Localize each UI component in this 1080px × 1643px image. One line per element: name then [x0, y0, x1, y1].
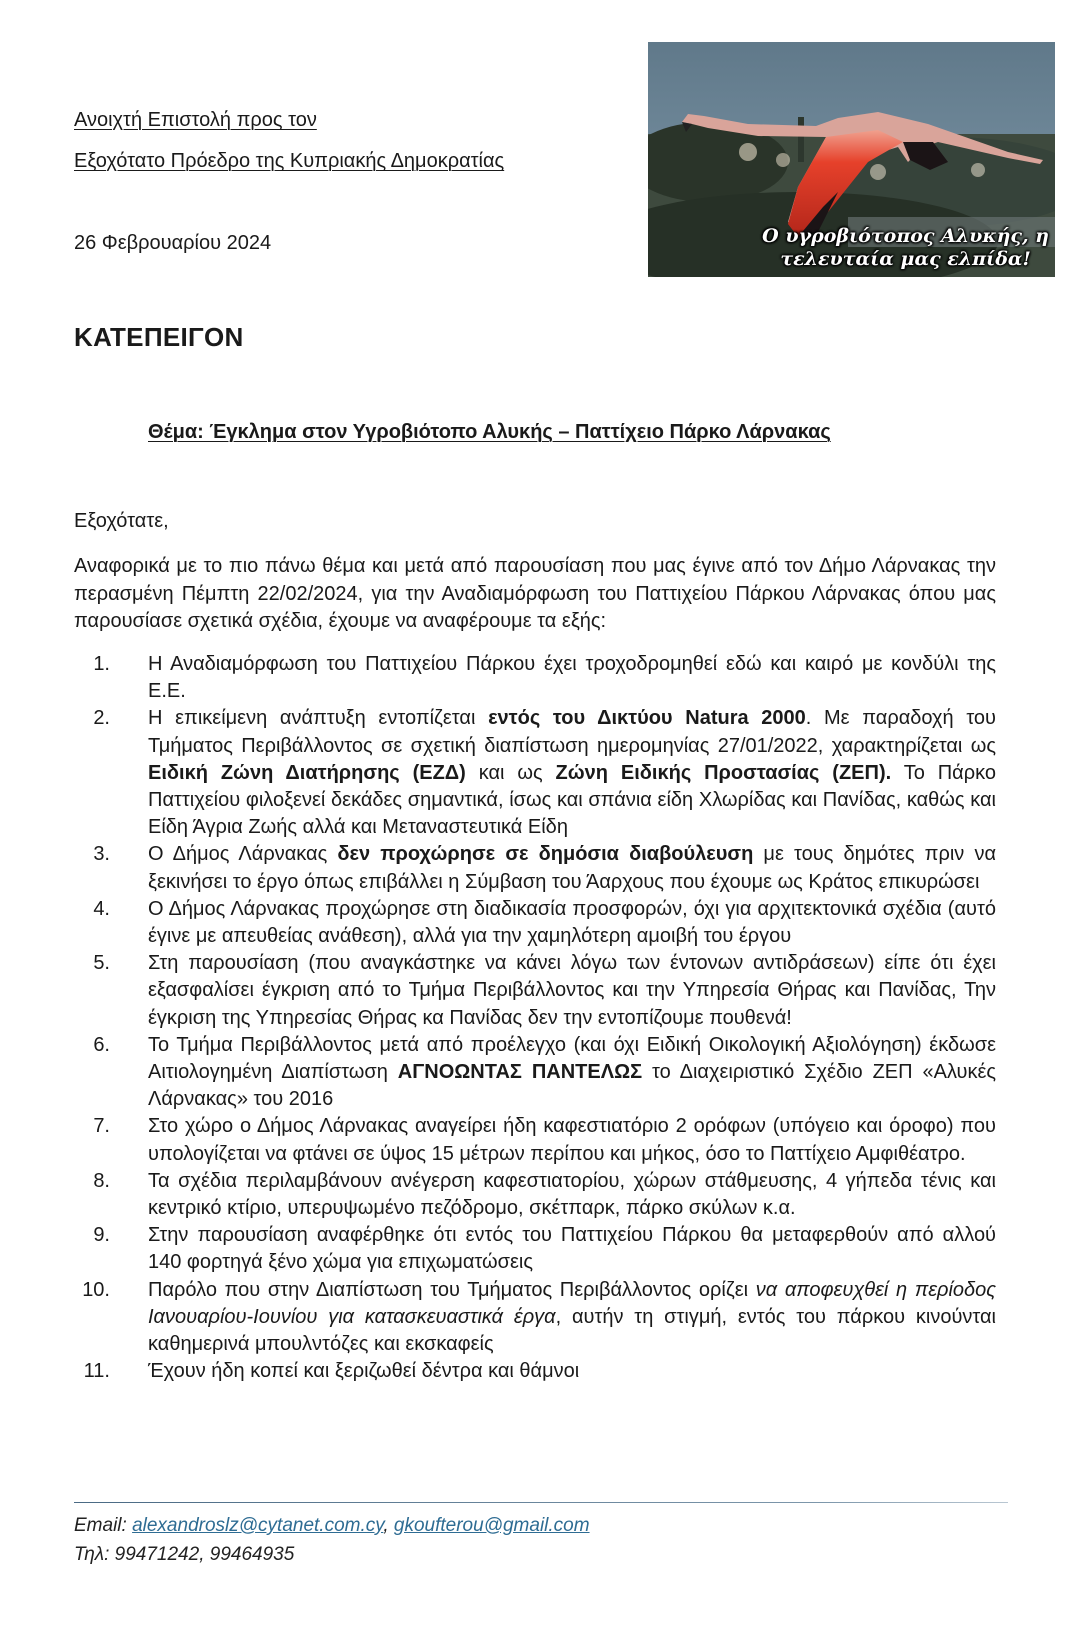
- text-segment: Το Τμήμα Περιβάλλοντος μετά από προέλεγχο (και όχι Ειδική Οικολογική Αξιολόγηση) έκδωσε Αιτιολογημένη Διαπίστωση: [148, 1033, 996, 1084]
- email-separator: ,: [383, 1515, 394, 1536]
- text-segment: το Διαχειριστικό Σχέδιο ΖΕΠ «Αλυκές Λάρνακας» του 2016: [148, 1061, 996, 1111]
- list-item: [74, 1358, 996, 1385]
- email-line: [74, 1511, 590, 1540]
- photo-caption-line-1: Ο υγροβιότοπος Αλυκής, η: [762, 225, 1049, 247]
- text-segment: Η επικείμενη ανάπτυξη εντοπίζεται: [148, 707, 489, 730]
- list-item-number: 4.: [93, 897, 110, 920]
- text-segment: Στην παρουσίαση αναφέρθηκε ότι εντός του Παττιχείου Πάρκου θα μεταφερθούν από αλλού 140 φορτηγά ξένο χώμα για επιχωματώσεις: [148, 1224, 996, 1274]
- list-item-text: [148, 1113, 996, 1167]
- points-list: [74, 651, 996, 1385]
- list-item-text: [148, 950, 996, 1032]
- list-item: [74, 841, 996, 895]
- list-item: [74, 1032, 996, 1114]
- list-item-number: 11.: [83, 1360, 110, 1383]
- list-item: [74, 1277, 996, 1359]
- phone-line: [74, 1540, 590, 1569]
- phone-numbers: 99471242, 99464935: [114, 1544, 295, 1565]
- list-item: [74, 950, 996, 1032]
- list-item-text: [148, 651, 996, 705]
- list-item-number: 3.: [93, 843, 110, 866]
- addressee-block: [74, 100, 504, 182]
- text-segment: Στο χώρο ο Δήμος Λάρνακας αναγείρει ήδη καφεστιατόριο 2 ορόφων (υπόγειο και όροφο) που υπολογίζεται να φτάνει σε ύψος 15 μέτρων περίπου και μήκος, όσο το Παττίχειο Αμφιθέατρο.: [148, 1115, 996, 1165]
- text-segment: . Με παραδοχή του Τμήματος Περιβάλλοντος σε σχετική διαπίστωση ημερομηνίας 27/01/2022, χαρακτηρίζεται ως: [148, 707, 996, 757]
- intro-paragraph: Αναφορικά με το πιο πάνω θέμα και μετά από παρουσίαση που μας έγινε από τον Δήμο Λάρνακας την περασμένη Πέμπτη 22/02/2024, για την Αναδιαμόρφωση του Παττιχείου Πάρκου Λάρνακας όπου μας παρουσίασε σχετικά σχέδια, έχουμε να αναφέρουμε τα εξής:: [74, 555, 996, 632]
- urgent-heading: ΚΑΤΕΠΕΙΓΟΝ: [74, 322, 244, 352]
- list-item-text: [148, 1277, 996, 1359]
- text-segment: Ο Δήμος Λάρνακας: [148, 843, 338, 866]
- list-item: [74, 1168, 996, 1222]
- list-item-number: 9.: [93, 1224, 110, 1247]
- photo-caption-line-2: τελευταία μας ελπίδα!: [780, 248, 1031, 270]
- email-link-2[interactable]: gkoufterou@gmail.com: [393, 1515, 590, 1536]
- footer-divider: [74, 1502, 1008, 1503]
- text-segment: Στη παρουσίαση (που αναγκάστηκε να κάνει λόγω των έντονων αντιδράσεων) είπε ότι έχει εξασφαλίσει έγκριση από το Τμήμα Περιβάλλοντος και την Υπηρεσία Θήρας και Πανίδας, Την έγκριση της Υπηρεσίας Θήρας κα Πανίδας δεν την εντοπίζουμε πουθενά!: [148, 952, 996, 1029]
- letter-date: 26 Φεβρουαρίου 2024: [74, 232, 272, 254]
- text-segment: Ο Δήμος Λάρνακας προχώρησε στη διαδικασία προσφορών, όχι για αρχιτεκτονικά σχέδια (αυτό έγινε με απευθείας ανάθεση), αλλά για την χαμηλότερη αμοιβή του έργου: [148, 897, 996, 948]
- list-item-number: 8.: [93, 1169, 110, 1192]
- text-segment: Παρόλο που στην Διαπίστωση του Τμήματος Περιβάλλοντος ορίζει: [148, 1278, 756, 1301]
- text-segment: Η Αναδιαμόρφωση του Παττιχείου Πάρκου έχει τροχοδρομηθεί εδώ και καιρό με κονδύλι της Ε.Ε.: [148, 653, 996, 703]
- flamingo-photo: [648, 42, 1055, 277]
- text-segment: και ως: [465, 761, 556, 784]
- emphasis-bold: δεν προχώρησε σε δημόσια διαβούλευση: [337, 843, 754, 866]
- list-item: [74, 896, 996, 950]
- list-item-text: [148, 1168, 996, 1222]
- list-item: [74, 705, 996, 841]
- list-item-text: [148, 1032, 996, 1114]
- contact-block: [74, 1511, 590, 1569]
- salutation: Εξοχότατε,: [74, 510, 169, 532]
- text-segment: Έχουν ήδη κοπεί και ξεριζωθεί δέντρα και θάμνοι: [148, 1360, 580, 1383]
- addressee-line-2: Εξοχότατο Πρόεδρο της Κυπριακής Δημοκρατίας: [74, 150, 505, 172]
- list-item-number: 6.: [93, 1033, 110, 1056]
- emphasis-italic: να αποφευχθεί η περίοδος Ιανουαρίου-Ιουνίου για κατασκευαστικά έργα: [148, 1278, 996, 1328]
- list-item-text: [148, 1222, 996, 1276]
- text-segment: Τα σχέδια περιλαμβάνουν ανέγερση καφεστιατορίου, χώρων στάθμευσης, 4 γήπεδα τένις και κεντρικό κτίριο, υπερυψωμένο πεζόδρομο, σκέτπαρκ, πάρκο σκύλων κ.α.: [148, 1169, 996, 1220]
- list-item-text: [148, 705, 996, 841]
- text-segment: Το Πάρκο Παττιχείου φιλοξενεί δεκάδες σημαντικά, ίσως και σπάνια είδη Χλωρίδας και Πανίδας, καθώς και Είδη Άγρια Ζωής αλλά και Μεταναστευτικά Είδη: [148, 761, 997, 839]
- list-item-number: 7.: [93, 1115, 110, 1138]
- email-label: Email:: [74, 1515, 133, 1536]
- list-item-number: 5.: [93, 952, 110, 975]
- list-item-number: 10.: [82, 1278, 110, 1301]
- email-link-1[interactable]: alexandroslz@cytanet.com.cy: [132, 1515, 384, 1536]
- list-item: [74, 1222, 996, 1276]
- addressee-line-1: Ανοιχτή Επιστολή προς τον: [74, 109, 317, 131]
- emphasis-bold: εντός του Δικτύου Natura 2000: [488, 707, 806, 730]
- list-item: [74, 651, 996, 705]
- list-item-text: [148, 841, 996, 895]
- emphasis-bold: Ζώνη Ειδικής Προστασίας (ΖΕΠ).: [555, 761, 892, 784]
- list-item-text: [148, 1358, 996, 1385]
- photo-caption: [762, 225, 1049, 271]
- subject-line: Θέμα: Έγκλημα στον Υγροβιότοπο Αλυκής – Παττίχειο Πάρκο Λάρνακας: [148, 421, 831, 443]
- emphasis-bold: ΑΓΝΟΩΝΤΑΣ ΠΑΝΤΕΛΩΣ: [397, 1061, 643, 1084]
- phone-label: Τηλ:: [74, 1544, 115, 1565]
- list-item-text: [148, 896, 996, 950]
- list-item: [74, 1113, 996, 1167]
- text-segment: με τους δημότες πριν να ξεκινήσει το έργο όπως επιβάλλει η Σύμβαση του Άαρχους που έχουμε ως Κράτος επικυρώσει: [148, 843, 997, 893]
- emphasis-bold: Ειδική Ζώνη Διατήρησης (ΕΖΔ): [148, 761, 466, 784]
- list-item-number: 2.: [93, 707, 110, 730]
- list-item-number: 1.: [93, 653, 110, 675]
- text-segment: , αυτήν τη στιγμή, εντός του πάρκου κινούνται καθημερινά μπουλντόζες και εκσκαφείς: [148, 1305, 996, 1356]
